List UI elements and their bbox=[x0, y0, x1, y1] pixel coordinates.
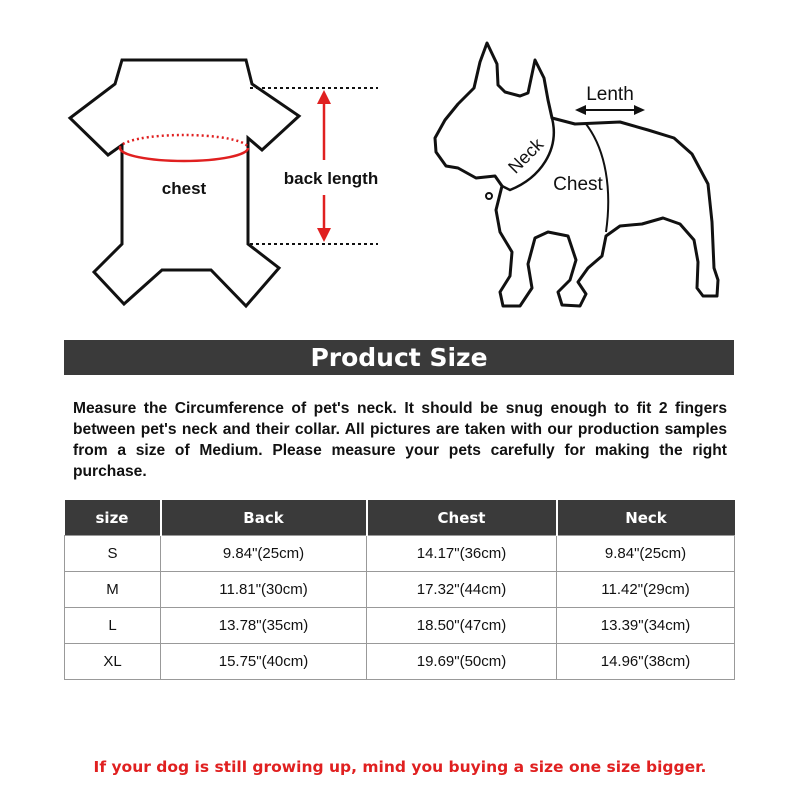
neck-cell: 14.96"(38cm) bbox=[557, 644, 735, 680]
table-row bbox=[65, 608, 735, 644]
chest-cell: 17.32"(44cm) bbox=[367, 572, 557, 608]
header-neck: Neck bbox=[557, 500, 735, 536]
header-back: Back bbox=[161, 500, 367, 536]
length-arrowhead-right bbox=[634, 105, 645, 115]
neck-cell: 11.42"(29cm) bbox=[557, 572, 735, 608]
neck-label: Neck bbox=[504, 134, 548, 178]
neck-cell: 9.84"(25cm) bbox=[557, 536, 735, 572]
size-cell: XL bbox=[65, 644, 161, 680]
table-header-row bbox=[65, 500, 735, 536]
chest-cell: 19.69"(50cm) bbox=[367, 644, 557, 680]
dog-chest-label: Chest bbox=[553, 174, 603, 195]
length-label: Lenth bbox=[586, 84, 634, 105]
collar-ring bbox=[486, 193, 492, 199]
back-cell: 15.75"(40cm) bbox=[161, 644, 367, 680]
table-row bbox=[65, 644, 735, 680]
size-cell: L bbox=[65, 608, 161, 644]
back-cell: 9.84"(25cm) bbox=[161, 536, 367, 572]
size-cell: S bbox=[65, 536, 161, 572]
size-table bbox=[64, 500, 735, 680]
header-size: size bbox=[65, 500, 161, 536]
size-cell: M bbox=[65, 572, 161, 608]
back-cell: 13.78"(35cm) bbox=[161, 608, 367, 644]
product-size-banner: Product Size bbox=[64, 340, 734, 375]
back-cell: 11.81"(30cm) bbox=[161, 572, 367, 608]
chest-cell: 14.17"(36cm) bbox=[367, 536, 557, 572]
length-arrowhead-left bbox=[575, 105, 586, 115]
chest-label: chest bbox=[161, 179, 207, 198]
dog-diagram bbox=[435, 43, 718, 306]
back-length-arrowhead-up bbox=[317, 90, 331, 104]
neck-cell: 13.39"(34cm) bbox=[557, 608, 735, 644]
garment-diagram bbox=[70, 60, 378, 306]
table-row bbox=[65, 536, 735, 572]
header-chest: Chest bbox=[367, 500, 557, 536]
measurement-diagrams bbox=[0, 0, 800, 330]
sizing-tip: If your dog is still growing up, mind you buying a size one size bigger. bbox=[93, 758, 707, 776]
back-length-arrowhead-down bbox=[317, 228, 331, 242]
back-length-label: back length bbox=[283, 169, 379, 188]
table-row bbox=[65, 572, 735, 608]
measurement-instructions: Measure the Circumference of pet's neck. It should be snug enough to fit 2 fingers between pet's neck and their collar. All pictures are taken with our production samples from a size of Medium. Please measure your pets carefully for making the right purchase. bbox=[73, 400, 727, 480]
chest-cell: 18.50"(47cm) bbox=[367, 608, 557, 644]
